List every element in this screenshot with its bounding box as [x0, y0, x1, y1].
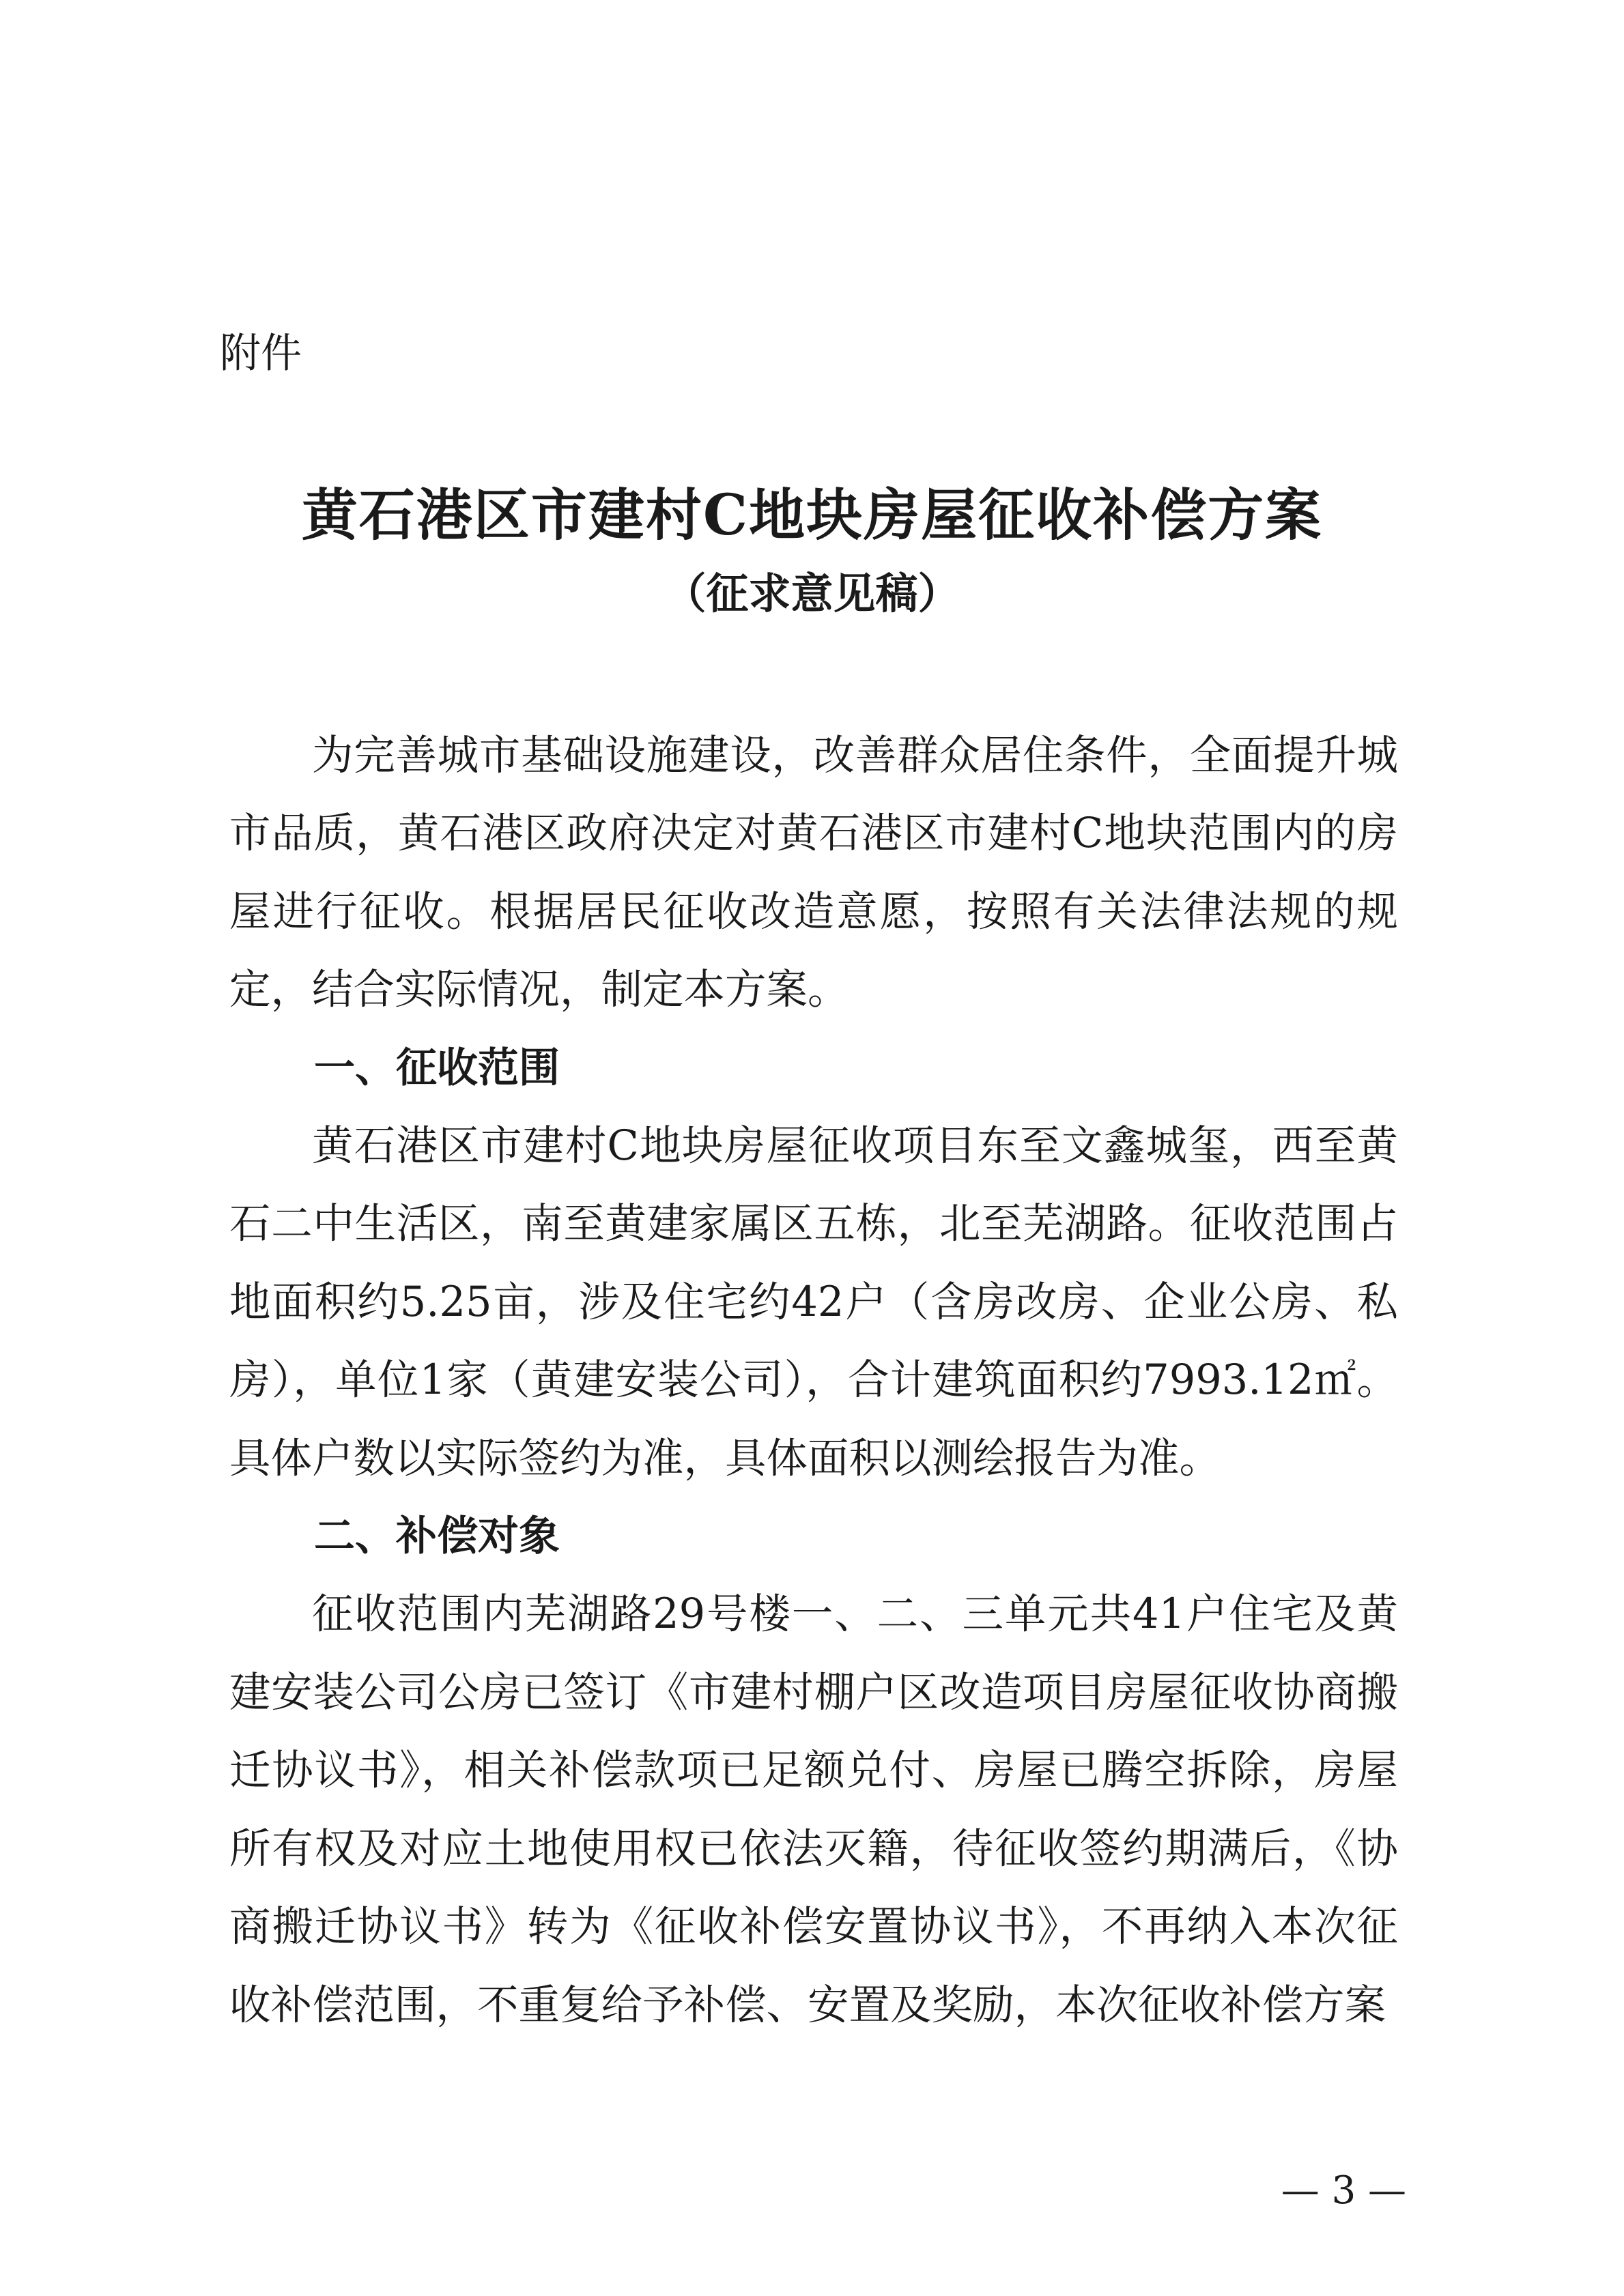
- document-title: 黄石港区市建村C地块房屋征收补偿方案: [301, 483, 1323, 548]
- section-paragraph-scope: 黄石港区市建村C地块房屋征收项目东至文鑫城玺，西至黄石二中生活区，南至黄建家属区五栋，北至芜湖路。征收范围占地面积约5.25亩，涉及住宅约42户（含房改房、企业公房、私房），单位1家（黄建安装公司），合计建筑面积约7993.12㎡。具体户数以实际签约为准，具体面积以测绘报告为准。: [229, 1122, 1398, 1482]
- intro-paragraph: 为完善城市基础设施建设，改善群众居住条件，全面提升城市品质，黄石港区政府决定对黄石港区市建村C地块范围内的房屋进行征收。根据居民征收改造意愿，按照有关法律法规的规定，结合实际情况，制定本方案。: [229, 732, 1398, 1014]
- document-subtitle: （征求意见稿）: [664, 569, 960, 618]
- section-paragraph-compensation-targets: 征收范围内芜湖路29号楼一、二、三单元共41户住宅及黄建安装公司公房已签订《市建村棚户区改造项目房屋征收协商搬迁协议书》，相关补偿款项已足额兑付、房屋已腾空拆除，房屋所有权及对应土地使用权已依法灭籍，待征收签约期满后，《协商搬迁协议书》转为《征收补偿安置协议书》，不再纳入本次征收补偿范围，不重复给予补偿、安置及奖励，本次征收补偿方案: [229, 1590, 1398, 2029]
- attachment-label: 附件: [220, 330, 302, 377]
- section-heading-compensation-targets: 二、补偿对象: [314, 1512, 560, 1561]
- page-number: — 3 —: [1281, 2168, 1406, 2213]
- document-body: [229, 717, 1398, 2044]
- section-heading-scope: 一、征收范围: [314, 1044, 560, 1092]
